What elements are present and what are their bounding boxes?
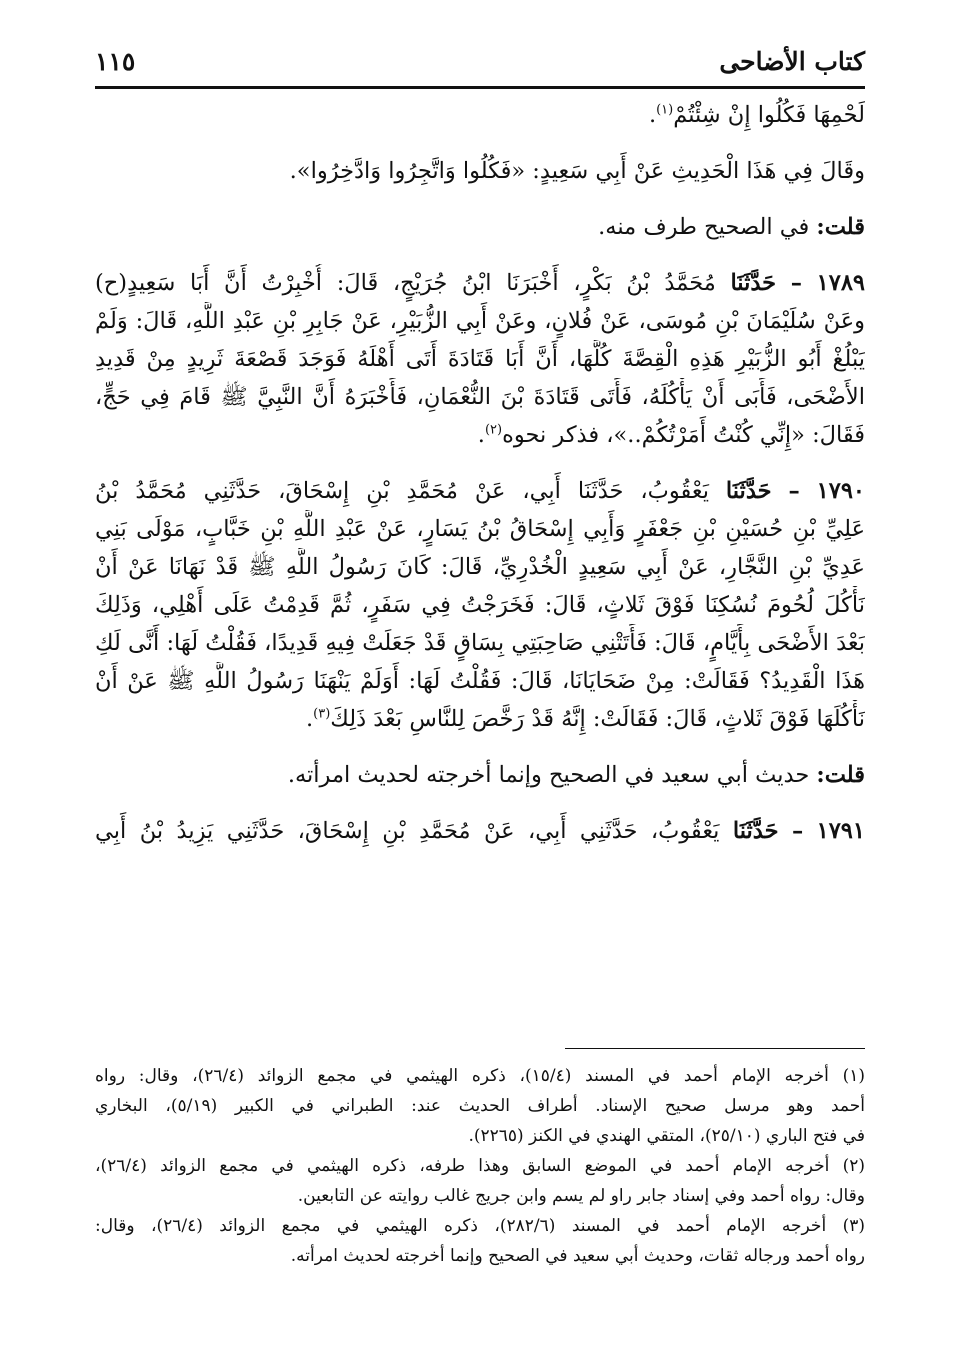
chapter-title: كتاب الأضاحى	[719, 46, 865, 76]
line-text: مُحَمَّدُ بْنُ بَكْرٍ، أَخْبَرَنَا ابْنُ جُرَيْجٍ، قَالَ: أُخْبِرْتُ أَنَّ أَبَا سَعِيدٍ(ح)	[95, 270, 716, 296]
line-end: .	[305, 706, 314, 732]
text-line: عَلِيِّ بْنِ حُسَيْنِ بْنِ جَعْفَرٍ وَأَبِي إِسْحَاقُ بْنُ يَسَارٍ، عَنْ عَبْدِ اللَّهِ بْنِ خَبَّابٍ، مَوْلَى بَنِي	[95, 516, 865, 542]
hadith-separator: –	[788, 478, 800, 504]
hadith-lead: حَدَّثَنَا	[730, 270, 777, 296]
qult-paragraph	[95, 208, 865, 246]
page-header	[95, 36, 865, 89]
text-line: هَذَا الْقَدِيدُ؟ فَقَالَتْ: مِنْ ضَحَايَانَا، قَالَ: فَقُلْتُ لَهَا: أَوَلَمْ يَنْهَنَا رَسُولُ اللَّهِ ﷺ عَنْ أَنْ	[95, 668, 865, 694]
hadith-separator: –	[791, 818, 804, 844]
text-line	[95, 756, 865, 794]
text-line	[95, 472, 865, 510]
qult-label: قلت:	[816, 762, 865, 788]
hadith-1791	[95, 812, 865, 850]
qult-text: حديث أبي سعيد في الصحيح وإنما أخرجته لحديث امرأته.	[287, 762, 810, 788]
footnote-1: (١) أخرجه الإمام أحمد في المسند (١٥/٤)، ذكره الهيثمي في مجمع الزوائد (٢٦/٤)، وقال: رواه	[95, 1066, 865, 1086]
footnote-line: في فتح الباري (٢٥/١٠)، المتقي الهندي في الكنز (٢٢٦٥).	[468, 1126, 865, 1146]
footnote-divider	[565, 1048, 865, 1049]
hadith-number: ١٧٨٩	[816, 270, 865, 296]
line-text: نَأْكُلَهَا فَوْقَ ثَلاثٍ، قَالَ: فَقَالَتْ: إِنَّهُ قَدْ رَخَّصَ لِلنَّاسِ بَعْدَ ذَلِكَ	[330, 706, 865, 732]
footnotes	[95, 1048, 865, 1271]
line-end: .	[477, 422, 485, 448]
text-line: عَدِيِّ بْنِ النَّجَّارِ، عَنْ أَبِي سَعِيدٍ الْخُدْرِيِّ، قَالَ: كَانَ رَسُولُ اللَّهِ ﷺ قَدْ نَهَانَا عَنْ أَنْ	[95, 554, 865, 580]
footnote-line: وقال: رواه أحمد وفي إسناد جابر راو لم يسم وابن جريج غالب روايته عن التابعين.	[297, 1186, 865, 1206]
narration-paragraph	[95, 152, 865, 190]
hadith-number: ١٧٩١	[816, 818, 865, 844]
text-line: بَعْدَ الأَضْحَى بِأَيَّامٍ، قَالَ: فَأَتَتْنِي صَاحِبَتِي بِسَاقٍ قَدْ جَعَلَتْ فِيهِ قَدِيدًا، فَقُلْتُ لَهَا: أَنَّى لَكِ	[95, 630, 865, 656]
line-text: لَحْمِهَا فَكُلُوا إِنْ شِئْتُمْ	[673, 102, 865, 128]
text-line: يَبْلُغْ أَبُو الزُّبَيْرِ هَذِهِ الْقِصَّةَ كُلَّهَا، أَنَّ أَبَا قَتَادَةَ أَتَى أَهْلَهُ فَوَجَدَ قَصْعَةَ ثَرِيدٍ مِنْ قَدِيدِ	[95, 346, 865, 372]
text-line: نَأْكُلَ لُحُومَ نُسُكِنَا فَوْقَ ثَلاثٍ، قَالَ: فَخَرَجْتُ فِي سَفَرٍ، ثُمَّ قَدِمْتُ عَلَى أَهْلِي، وَذَلِكَ	[95, 592, 865, 618]
text-line	[95, 208, 865, 246]
text-line	[95, 700, 865, 738]
qult-paragraph	[95, 756, 865, 794]
text-line	[95, 96, 865, 134]
intro-paragraph	[95, 96, 865, 134]
hadith-number: ١٧٩٠	[816, 478, 865, 504]
text-line: الأَضْحَى، فَأَبَى أَنْ يَأْكُلَهُ، فَأَتَى قَتَادَةَ بْنَ النُّعْمَانِ، فَأَخْبَرَهُ أَنَّ النَّبِيَّ ﷺ قَامَ فِي حَجٍّ،	[95, 384, 865, 410]
hadith-1790	[95, 472, 865, 738]
hadith-lead: حَدَّثَنَا	[725, 478, 772, 504]
text-line: وعَنْ سُلَيْمَانَ بْنِ مُوسَى، عَنْ فُلانٍ، وعَنْ أَبِي الزُّبَيْرِ، عَنْ جَابِرِ بْنِ عَبْدِ اللَّهِ، قَالَ: وَلَمْ	[95, 308, 865, 334]
line-text: يَعْقُوبُ، حَدَّثَنَا أَبِي، عَنْ مُحَمَّدِ بْنِ إِسْحَاقَ، حَدَّثَنِي مُحَمَّدُ بْنُ	[95, 478, 709, 504]
text-line: وقَالَ فِي هَذَا الْحَدِيثِ عَنْ أَبِي سَعِيدٍ: «فَكُلُوا وَاتَّجِرُوا وَادَّخِرُوا».	[289, 158, 865, 184]
footnote-2: (٢) أخرجه الإمام أحمد في الموضع السابق وهذا طرفه، ذكره الهيثمي في مجمع الزوائد (٢٦/٤)،	[95, 1156, 865, 1176]
qult-label: قلت:	[816, 214, 865, 240]
page-number: ١١٥	[95, 46, 136, 76]
footnote-ref[interactable]: (١)	[656, 102, 674, 118]
footnote-ref[interactable]: (٣)	[313, 706, 331, 722]
footnote-line: رواه أحمد ورجاله ثقات، وحديث أبي سعيد في الصحيح وإنما أخرجته لحديث امرأته.	[290, 1246, 865, 1266]
footnote-3: (٣) أخرجه الإمام أحمد في المسند (٢٨٢/٦)، ذكره الهيثمي في مجمع الزوائد (٢٦/٤)، وقال:	[95, 1216, 865, 1236]
footnote-ref[interactable]: (٢)	[484, 422, 503, 438]
text-line	[95, 416, 865, 454]
hadith-lead: حَدَّثَنَا	[732, 818, 779, 844]
hadith-separator: –	[790, 270, 802, 296]
text-line	[95, 264, 865, 302]
line-text: فَقَالَ: «إِنِّي كُنْتُ أَمَرْتُكُمْ..»، فذكر نحوه	[502, 422, 865, 448]
text-line	[95, 812, 865, 850]
hadith-1789	[95, 264, 865, 454]
page-body	[95, 96, 865, 868]
line-end: .	[648, 102, 657, 128]
footnote-line: أحمد وهو مرسل صحيح الإسناد. أطراف الحديث عند: الطبراني في الكبير (٥/١٩)، البخاري	[95, 1096, 865, 1116]
line-text: يَعْقُوبُ، حَدَّثَنِي أَبِي، عَنْ مُحَمَّدِ بْنِ إِسْحَاقَ، حَدَّثَنِي يَزِيدُ بْنُ أَبِي	[95, 818, 720, 844]
qult-text: في الصحيح طرف منه.	[598, 214, 810, 240]
